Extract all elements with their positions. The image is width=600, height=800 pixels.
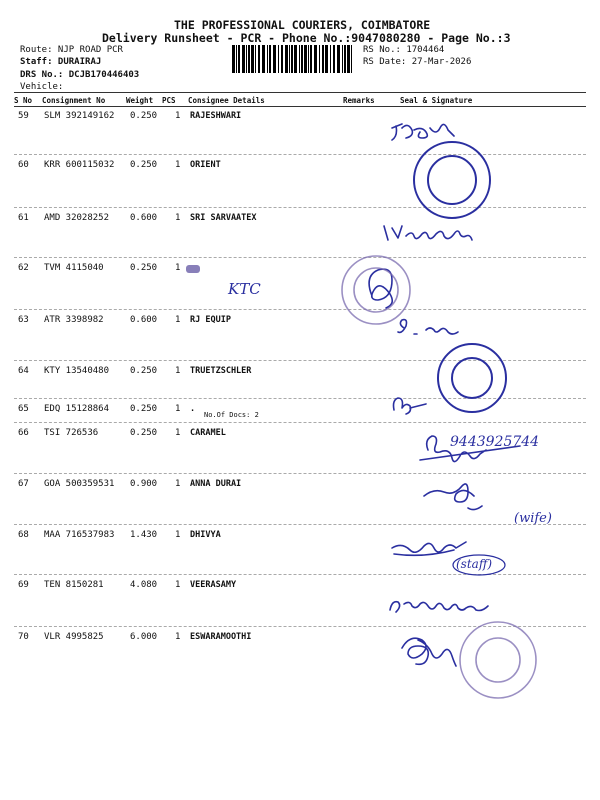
row-weight: 1.430 <box>130 530 158 540</box>
row-consignee: ANNA DURAI <box>190 479 242 489</box>
row-consignment: GOA 500359531 <box>44 479 115 489</box>
row-consignee: CARAMEL <box>190 428 226 438</box>
row-sno: 65 <box>18 404 29 414</box>
signature-icon <box>394 398 427 414</box>
col-remarks: Remarks <box>343 96 375 105</box>
row-weight: 0.250 <box>130 366 158 376</box>
row-weight: 0.250 <box>130 160 158 170</box>
row-weight: 0.250 <box>130 263 158 273</box>
row-pcs: 1 <box>175 530 181 540</box>
staff-label: Staff: DURAIRAJ <box>20 57 102 67</box>
row-consignee: ESWARAMOOTHI <box>190 632 252 642</box>
row-consignee: RJ EQUIP <box>190 315 231 325</box>
row-sno: 70 <box>18 632 29 642</box>
signature-icon <box>384 226 472 240</box>
row-weight: 6.000 <box>130 632 158 642</box>
row-sno: 62 <box>18 263 29 273</box>
col-weight: Weight <box>126 96 154 105</box>
row-weight: 4.080 <box>130 580 158 590</box>
row-weight: 0.600 <box>130 213 158 223</box>
row-consignment: TEN 8150281 <box>44 580 104 590</box>
row-pcs: 1 <box>175 213 181 223</box>
company-title: THE PROFESSIONAL COURIERS, COIMBATORE <box>174 18 431 32</box>
row-weight: 0.900 <box>130 479 158 489</box>
row-consignment: VLR 4995825 <box>44 632 104 642</box>
rs-number: RS No.: 1704464 <box>363 45 445 55</box>
row-pcs: 1 <box>175 632 181 642</box>
row-pcs: 1 <box>175 479 181 489</box>
row-sno: 59 <box>18 111 29 121</box>
row-consignment: KRR 600115032 <box>44 160 115 170</box>
route-label: Route: NJP ROAD PCR <box>20 45 123 55</box>
row-consignment: SLM 392149162 <box>44 111 115 121</box>
seal-stamp-icon <box>414 142 490 218</box>
row-sno: 63 <box>18 315 29 325</box>
handwritten-ktc: KTC <box>228 280 261 298</box>
row-sno: 60 <box>18 160 29 170</box>
row-consignment: TSI 726536 <box>44 428 99 438</box>
row-pcs: 1 <box>175 111 181 121</box>
signature-icon <box>402 638 456 666</box>
row-pcs: 1 <box>175 366 181 376</box>
row-sno: 69 <box>18 580 29 590</box>
row-consignee: RAJESHWARI <box>190 111 242 121</box>
row-consignee: DHIVYA <box>190 530 221 540</box>
row-consignment: ATR 3398982 <box>44 315 104 325</box>
row-consignment: AMD 32028252 <box>44 213 110 223</box>
signature-icon <box>398 320 458 334</box>
row-sno: 66 <box>18 428 29 438</box>
vehicle-label: Vehicle: <box>20 82 64 92</box>
row-consignee: ORIENT <box>190 160 221 170</box>
seal-stamp-icon <box>438 344 506 412</box>
rs-date: RS Date: 27-Mar-2026 <box>363 57 472 67</box>
row-weight: 0.600 <box>130 315 158 325</box>
row-pcs: 1 <box>175 428 181 438</box>
seal-stamp-icon <box>342 256 410 324</box>
row-weight: 0.250 <box>130 111 158 121</box>
row-sno: 64 <box>18 366 29 376</box>
row-consignee: TRUETZSCHLER <box>190 366 252 376</box>
row-weight: 0.250 <box>130 428 158 438</box>
row-consignee: . <box>190 404 196 414</box>
col-pcs: PCS <box>162 96 176 105</box>
col-sno: S No <box>14 96 33 105</box>
row-consignment: KTY 13540480 <box>44 366 110 376</box>
handwritten-wife: (wife) <box>514 511 552 526</box>
signature-icon <box>390 602 488 612</box>
row-consignee: VEERASAMY <box>190 580 237 590</box>
signature-icon <box>424 484 482 510</box>
handwritten-staff: (staff) <box>456 557 492 571</box>
row-consignee: SRI SARVAATEX <box>190 213 257 223</box>
row-sno: 68 <box>18 530 29 540</box>
row-consignment: EDQ 15128864 <box>44 404 110 414</box>
row-sno: 67 <box>18 479 29 489</box>
row-pcs: 1 <box>175 263 181 273</box>
row-pcs: 1 <box>175 404 181 414</box>
row-weight: 0.250 <box>130 404 158 414</box>
signature-icon <box>392 124 454 140</box>
handwritten-phone: 9443925744 <box>450 434 540 450</box>
row-consignment: TVM 4115040 <box>44 263 104 273</box>
col-consignment: Consignment No <box>42 96 106 105</box>
row-pcs: 1 <box>175 580 181 590</box>
signature-icon <box>392 542 466 555</box>
row-pcs: 1 <box>175 315 181 325</box>
row-sno: 61 <box>18 213 29 223</box>
seal-stamp-icon <box>460 622 536 698</box>
runsheet-subtitle: Delivery Runsheet - PCR - Phone No.:9047080280 - Page No.:3 <box>102 31 511 45</box>
drs-number: DRS No.: DCJB170446403 <box>20 70 140 80</box>
col-consignee: Consignee Details <box>188 96 265 105</box>
row-pcs: 1 <box>175 160 181 170</box>
signature-icon <box>369 269 392 308</box>
row-consignment: MAA 716537983 <box>44 530 115 540</box>
col-seal: Seal & Signature <box>400 96 473 105</box>
docs-count: No.Of Docs: 2 <box>204 411 259 419</box>
